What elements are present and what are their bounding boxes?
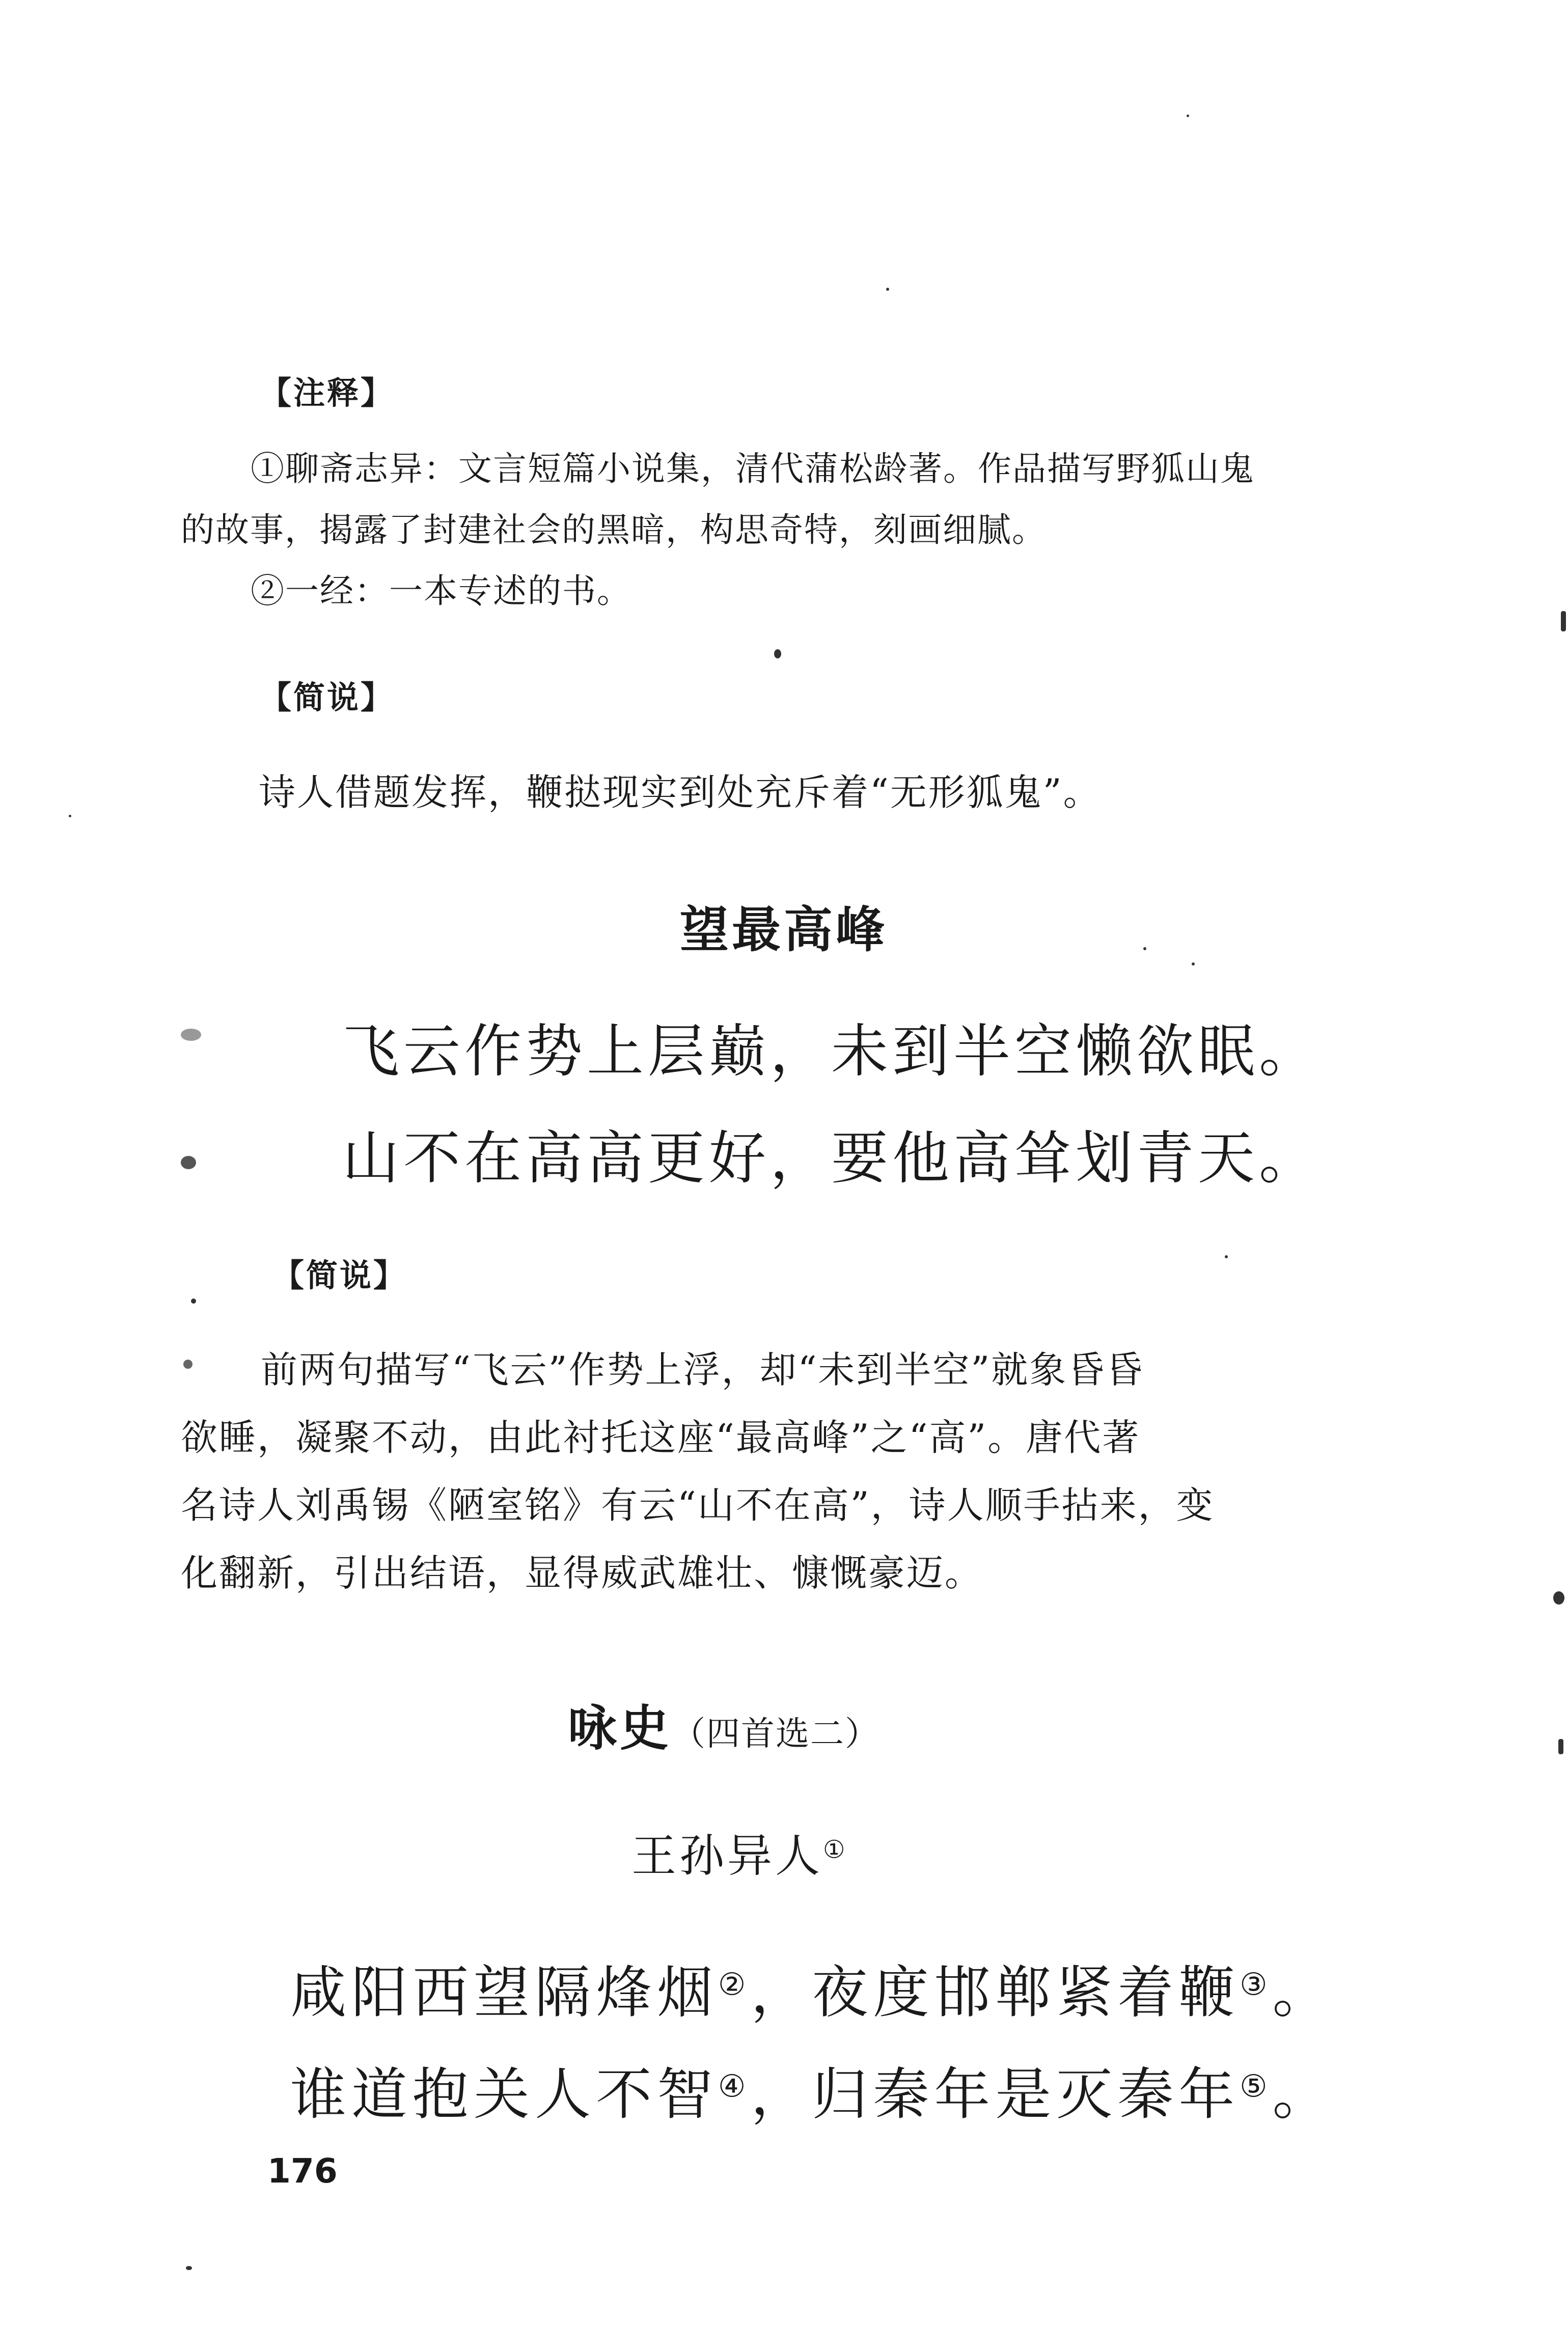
footnote-mark-4: ④ <box>718 2068 751 2105</box>
poem2-subtitle-text: 王孙异人 <box>631 1830 823 1882</box>
poem2-title: 咏史 <box>568 1700 672 1757</box>
comment2-line-3: 名诗人刘禹锡《陋室铭》有云“山不在高”，诗人顺手拈来，变 <box>181 1484 1215 1527</box>
poem2-line-1-a: 咸阳西望隔烽烟 <box>290 1960 718 2025</box>
poem2-line-1-b: ，夜度邯郸紧着鞭 <box>751 1960 1240 2025</box>
scan-speck <box>191 1299 196 1304</box>
footnote-mark-5: ⑤ <box>1240 2068 1273 2105</box>
scan-speck <box>774 649 781 658</box>
scan-speck <box>1225 1255 1228 1258</box>
scan-speck <box>1558 1739 1563 1754</box>
poem2-subtitle <box>631 1820 848 1885</box>
scan-speck <box>1143 947 1146 950</box>
comment2-line-1: 前两句描写“飞云”作势上浮，却“未到半空”就象昏昏 <box>261 1348 1144 1391</box>
scan-speck <box>1192 962 1195 965</box>
page-number: 176 <box>267 2151 338 2191</box>
poem2-line-1-end: 。 <box>1272 1960 1334 2025</box>
poem2-title-block <box>568 1690 879 1759</box>
poem1-title: 望最高峰 <box>680 901 888 958</box>
notes-heading: 【注释】 <box>260 374 395 411</box>
footnote-mark-3: ③ <box>1240 1967 1273 2003</box>
footnote-mark-2: ② <box>718 1967 751 2003</box>
scan-speck <box>69 815 71 817</box>
scan-speck <box>183 1360 192 1369</box>
poem2-line-2-a: 谁道抱关人不智 <box>290 2062 718 2127</box>
scan-speck <box>886 288 889 291</box>
scan-speck <box>181 1156 196 1169</box>
comment1-text: 诗人借题发挥，鞭挞现实到处充斥着“无形狐鬼”。 <box>259 771 1102 814</box>
footnote-mark-1: ① <box>823 1835 848 1864</box>
poem2-title-note: （四首选二） <box>672 1714 879 1753</box>
comment1-heading: 【简说】 <box>260 679 395 716</box>
poem2-line-2-end: 。 <box>1272 2062 1334 2127</box>
scan-speck <box>186 2266 192 2270</box>
poem2-line-2 <box>290 2050 1334 2130</box>
scan-speck <box>1553 1591 1564 1605</box>
note-line-1: ①聊斋志异：文言短篇小说集，清代蒲松龄著。作品描写野狐山鬼 <box>251 449 1255 488</box>
comment2-line-4: 化翻新，引出结语，显得威武雄壮、慷慨豪迈。 <box>181 1552 983 1594</box>
scan-speck <box>1187 115 1189 117</box>
comment2-heading: 【简说】 <box>272 1257 407 1294</box>
poem1-line-1: 飞云作势上层巅，未到半空懒欲眠。 <box>342 1018 1320 1085</box>
poem1-line-2: 山不在高高更好，要他高耸划青天。 <box>342 1125 1320 1192</box>
scan-speck <box>181 1029 201 1041</box>
poem2-line-1 <box>290 1948 1334 2028</box>
scan-speck <box>1561 611 1566 631</box>
poem2-line-2-b: ，归秦年是灭秦年 <box>751 2062 1240 2127</box>
comment2-line-2: 欲睡，凝聚不动，由此衬托这座“最高峰”之“高”。唐代著 <box>181 1416 1141 1459</box>
note-line-3: ②一经：一本专述的书。 <box>251 571 631 611</box>
note-line-2: 的故事，揭露了封建社会的黑暗，构思奇特，刻画细腻。 <box>181 510 1047 549</box>
